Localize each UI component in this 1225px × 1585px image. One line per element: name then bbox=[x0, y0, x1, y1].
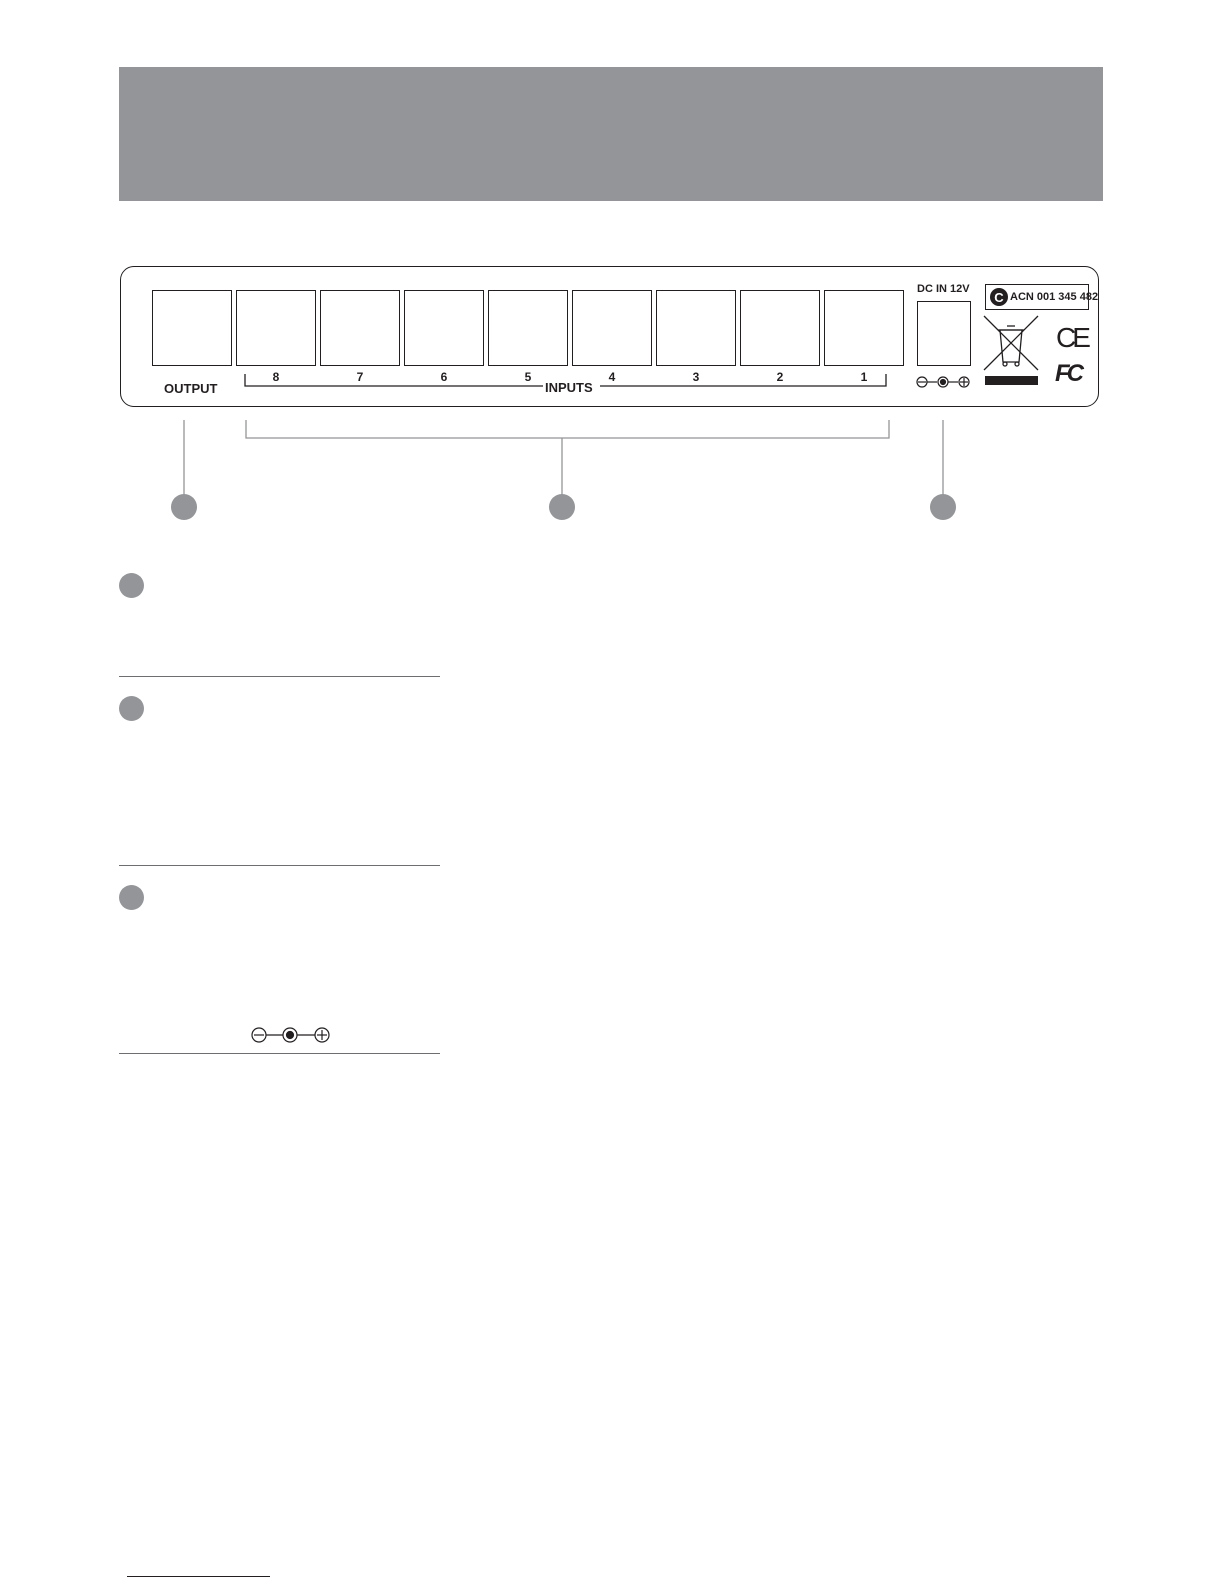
callout-2 bbox=[549, 494, 575, 520]
ce-mark: CE bbox=[1056, 322, 1087, 353]
fcc-mark: FC bbox=[1055, 360, 1081, 387]
legend-divider-2 bbox=[119, 865, 440, 866]
input-number-5: 5 bbox=[524, 370, 532, 384]
callout-3 bbox=[930, 494, 956, 520]
input-number-6: 6 bbox=[440, 370, 448, 384]
output-label: OUTPUT bbox=[164, 381, 218, 396]
acn-text: ACN 001 345 482 bbox=[1010, 291, 1099, 303]
weee-bin-icon bbox=[984, 316, 1038, 370]
legend-callout-2 bbox=[119, 696, 144, 721]
weee-bar bbox=[985, 376, 1038, 385]
dc-in-label: DC IN 12V bbox=[917, 283, 970, 295]
callout-1 bbox=[171, 494, 197, 520]
legend-callout-3 bbox=[119, 885, 144, 910]
legend-divider-1 bbox=[119, 676, 440, 677]
legend-divider-3 bbox=[119, 1053, 440, 1054]
input-number-1: 1 bbox=[860, 370, 868, 384]
legend-callout-1 bbox=[119, 573, 144, 598]
input-number-7: 7 bbox=[356, 370, 364, 384]
input-number-3: 3 bbox=[692, 370, 700, 384]
input-number-4: 4 bbox=[608, 370, 616, 384]
inputs-label: INPUTS bbox=[545, 380, 593, 395]
input-number-2: 2 bbox=[776, 370, 784, 384]
inputs-bracket bbox=[245, 374, 886, 386]
inputs-leader bbox=[246, 420, 889, 497]
legend-polarity-icon bbox=[250, 1026, 334, 1044]
input-number-8: 8 bbox=[272, 370, 280, 384]
footer-underline bbox=[127, 1576, 270, 1577]
dc-polarity-icon bbox=[917, 377, 969, 387]
c-tick-icon: C bbox=[990, 288, 1008, 306]
